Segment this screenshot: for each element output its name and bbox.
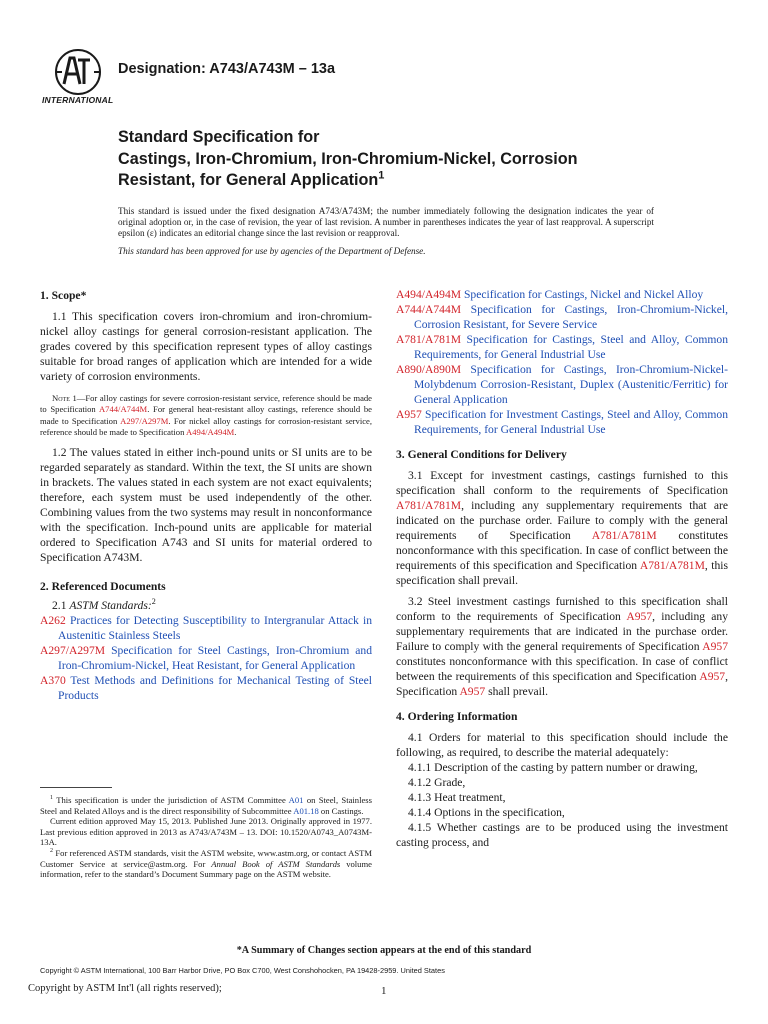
note-link-a744[interactable]: A744/A744M	[98, 404, 148, 415]
fn1-text-c: on Castings.	[318, 805, 364, 816]
ref-link-a297[interactable]: A297/A297M	[40, 643, 106, 657]
footnote-divider	[40, 787, 112, 788]
g32-text-c: constitutes nonconformance with this specification. In case of conflict between the requirements of this specification and Specification	[396, 655, 728, 683]
ordering-item: 4.1.2 Grade,	[408, 776, 466, 789]
ref-item	[396, 287, 728, 302]
ordering-4-1: 4.1 Orders for material to this specification should include the following, as required, to describe the material adequately:	[396, 731, 728, 759]
scope-heading: 1. Scope*	[40, 289, 87, 302]
note-link-a494[interactable]: A494/A494M	[186, 427, 235, 438]
title-line-3-text: Resistant, for General Application	[118, 171, 379, 189]
ref-item	[40, 643, 372, 673]
g31-text-d: , this specification shall prevail.	[396, 559, 728, 587]
right-column	[396, 287, 728, 850]
scope-1-2: 1.2 The values stated in either inch-pound units or SI units are to be regarded separately as standard. Within the text, the SI units are shown in brackets. The values stated in each system are not exact equivalents; therefore, each system must be used independently of the other. Combining values from the two systems may result in nonconformance with the specification. Inch-pound units are applicable for material ordered to Specification A743 and SI units for material ordered to Specification A743M.	[40, 445, 372, 564]
title-line-3	[118, 170, 678, 192]
ref-link-a370[interactable]: A370	[40, 673, 66, 687]
g32-text-e: shall prevail.	[485, 685, 548, 698]
ref-link-a262[interactable]: A262	[40, 613, 66, 627]
g32-text-d: , Specification	[396, 670, 728, 698]
left-column	[40, 288, 372, 703]
astm-standards-label	[40, 598, 372, 613]
refdocs-heading: 2. Referenced Documents	[40, 579, 166, 593]
ref-title-a957[interactable]: Specification for Investment Castings, Steel and Alloy, Common Requirements, for General Industrial Use	[414, 408, 728, 436]
ref-title-a297[interactable]: Specification for Steel Castings, Iron-Chromium and Iron-Chromium-Nickel, Heat Resistant, for General Application	[58, 643, 372, 672]
title-line-1: Standard Specification for	[118, 128, 320, 146]
summary-note: *A Summary of Changes section appears at the end of this standard	[236, 945, 532, 956]
fn2-mark: 2	[50, 848, 54, 855]
ref-title-a370[interactable]: Test Methods and Definitions for Mechanical Testing of Steel Products	[58, 673, 372, 702]
ref-item	[40, 673, 372, 703]
fn2-text-italic: Annual Book of ASTM Standards	[211, 858, 341, 869]
footnote-1	[40, 795, 372, 816]
g32-text-a: 3.2 Steel investment castings furnished to this specification shall conform to the requirements of Specification	[396, 595, 728, 623]
astm-standards-num: 2.1	[52, 598, 70, 612]
title-footnote-mark: 1	[378, 169, 385, 182]
general-3-1	[396, 468, 728, 588]
note-label: Note	[52, 393, 70, 403]
astm-logo	[40, 48, 116, 110]
note-text-2: . For general heat-resistant alloy castings, reference should be made to Specification	[40, 404, 372, 426]
note-link-a297[interactable]: A297/A297M	[120, 415, 169, 426]
ref-title-a262[interactable]: Practices for Detecting Susceptibility to Intergranular Attack in Austenitic Stainless Steels	[58, 613, 372, 642]
copyright-bottom: Copyright by ASTM Int'l (all rights reserved);	[28, 983, 222, 994]
fn1-link-a01[interactable]: A01	[288, 795, 304, 805]
astm-standards-sup: 2	[151, 596, 156, 606]
ref-title-a494[interactable]: Specification for Castings, Nickel and Nickel Alloy	[461, 288, 704, 301]
fn1-link-a0118[interactable]: A01.18	[293, 805, 319, 816]
g32-link-a957-1[interactable]: A957	[626, 610, 653, 623]
g32-link-a957-4[interactable]: A957	[459, 685, 486, 698]
ref-item	[396, 332, 728, 362]
ref-title-a890[interactable]: Specification for Castings, Iron-Chromium-Nickel-Molybdenum Corrosion-Resistant, Duplex (Austenitic/Ferritic) for General Application	[414, 363, 728, 406]
fn1-mark: 1	[50, 795, 54, 802]
fn1-text-b: on Steel, Stainless Steel and Related Alloys and is the direct responsibility of Subcommittee	[40, 795, 372, 816]
ref-title-a744[interactable]: Specification for Castings, Iron-Chromium-Nickel, Corrosion Resistant, for Severe Service	[414, 303, 728, 331]
ordering-item: 4.1.1 Description of the casting by pattern number or drawing,	[408, 761, 698, 774]
title-line-2: Castings, Iron-Chromium, Iron-Chromium-Nickel, Corrosion	[118, 149, 578, 168]
ref-link-a957[interactable]: A957	[396, 408, 422, 421]
ref-item	[396, 407, 728, 437]
ordering-item: 4.1.4 Options in the specification,	[408, 806, 565, 819]
note-text-3: . For nickel alloy castings for corrosion-resistant service, reference should be made to Specification	[40, 415, 372, 438]
copyright-line: Copyright © ASTM International, 100 Barr Harbor Drive, PO Box C700, West Conshohocken, PA 19428-2959. United States	[40, 966, 445, 975]
document-title	[118, 127, 678, 192]
note-text-end: .	[234, 427, 237, 438]
ref-link-a494[interactable]: A494/A494M	[396, 288, 462, 301]
designation: Designation: A743/A743M – 13a	[118, 61, 336, 77]
g31-text-c: constitutes nonconformance with this specification. In case of conflict between the requirements of this specification and Specification	[396, 529, 728, 572]
footnote-1-edition: Current edition approved May 15, 2013. Published June 2013. Originally approved in 1977. Last previous edition approved in 2013 as A743/A743M – 13. DOI: 10.1520/A0743_A0743M-13A.	[40, 816, 372, 848]
ref-item	[40, 613, 372, 643]
g31-text-a: 3.1 Except for investment castings, castings furnished to this specification shall conform to the requirements of Specification	[396, 469, 728, 497]
scope-1-1: 1.1 This specification covers iron-chromium and iron-chromium-nickel alloy castings for general corrosion-resistant application. The grades covered by this specification represent types of alloy castings suitable for broad ranges of application which are intended for a wide variety of corrosion environments.	[40, 310, 372, 383]
logo-subtext: INTERNATIONAL	[42, 95, 114, 105]
ordering-heading: 4. Ordering Information	[396, 710, 518, 723]
fn2-text-b: volume information, refer to the standard’s Document Summary page on the ASTM website.	[40, 858, 372, 880]
scope-note-1	[40, 393, 372, 439]
note-text-1: 1—For alloy castings for severe corrosion-resistant service, reference should be made to Specification	[40, 393, 372, 415]
g31-link-a781-1[interactable]: A781/A781M	[396, 499, 462, 512]
ref-title-a781[interactable]: Specification for Castings, Steel and Alloy, Common Requirements, for General Industrial Use	[414, 333, 728, 361]
general-heading: 3. General Conditions for Delivery	[396, 448, 567, 461]
ordering-item: 4.1.5 Whether castings are to be produced using the investment casting process, and	[396, 821, 728, 849]
fn1-text-a: This specification is under the jurisdiction of ASTM Committee	[53, 795, 289, 805]
preamble-text: This standard is issued under the fixed designation A743/A743M; the number immediately following the designation indicates the year of original adoption or, in the case of revision, the year of last revision. A number in parentheses indicates the year of last reapproval. A superscript epsilon (ε) indicates an editorial change since the last revision or reapproval.	[118, 206, 654, 239]
page-number: 1	[381, 985, 387, 997]
ref-item	[396, 362, 728, 407]
g32-link-a957-2[interactable]: A957	[702, 640, 728, 653]
general-3-2	[396, 594, 728, 699]
fn2-text-a: For referenced ASTM standards, visit the ASTM website, www.astm.org, or contact ASTM Customer Service at service@astm.org. For	[40, 847, 372, 869]
ref-item	[396, 302, 728, 332]
g32-text-b: , including any supplementary requirements that are indicated in the purchase order. Failure to comply with the general requirements of Specification	[396, 610, 728, 653]
g31-text-b: , including any supplementary requirements that are indicated on the purchase order. Failure to comply with the general requirements of Specification	[396, 499, 728, 542]
g32-link-a957-3[interactable]: A957	[699, 670, 726, 683]
g31-link-a781-2[interactable]: A781/A781M	[591, 529, 657, 542]
ref-link-a744[interactable]: A744/A744M	[396, 303, 462, 316]
ref-link-a890[interactable]: A890/A890M	[396, 363, 462, 376]
preamble	[118, 206, 654, 257]
astm-standards-text: ASTM Standards:	[69, 598, 152, 612]
footnotes	[40, 795, 372, 880]
ref-link-a781[interactable]: A781/A781M	[396, 333, 462, 346]
g31-link-a781-3[interactable]: A781/A781M	[639, 559, 705, 572]
footnote-2	[40, 848, 372, 880]
ordering-item: 4.1.3 Heat treatment,	[408, 791, 506, 804]
dod-approval: This standard has been approved for use by agencies of the Department of Defense.	[118, 245, 426, 256]
